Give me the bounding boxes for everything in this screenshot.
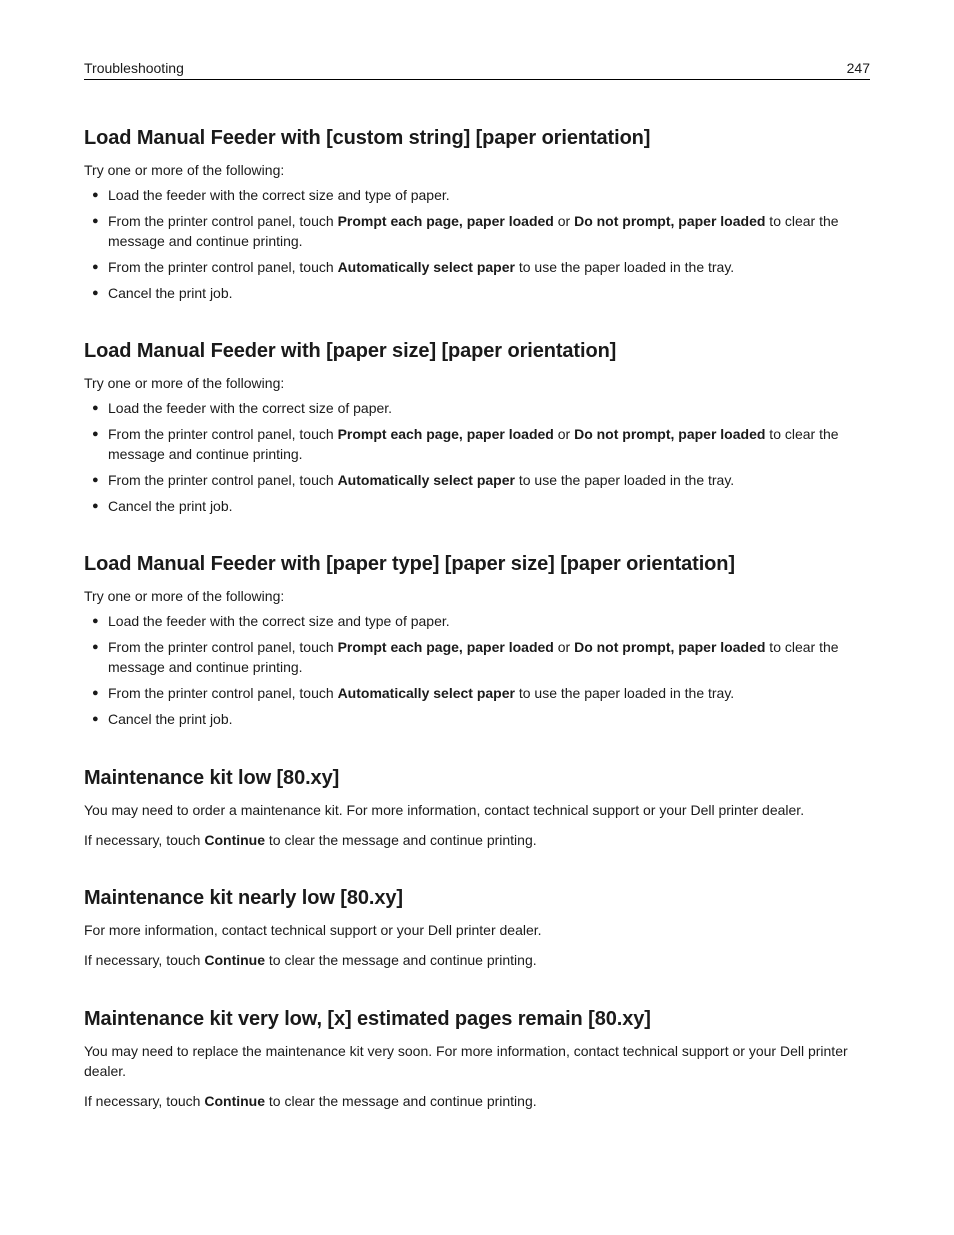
- text-run: From the printer control panel, touch: [108, 685, 338, 701]
- paragraph: [84, 830, 870, 850]
- text-run: to clear the message and continue printing.: [265, 1093, 537, 1109]
- text-run: From the printer control panel, touch: [108, 259, 338, 275]
- bullet-icon: ●: [92, 261, 99, 273]
- text-run: to use the paper loaded in the tray.: [514, 685, 735, 701]
- ui-term: Automatically select paper: [337, 259, 515, 275]
- text-run: You may need to order a maintenance kit. For more information, contact technical support or your Dell printer dealer.: [84, 802, 805, 818]
- text-run: From the printer control panel, touch: [108, 426, 338, 442]
- text-run: or: [553, 639, 575, 655]
- text-run: to clear the message and continue printing.: [108, 639, 839, 675]
- text-run: From the printer control panel, touch: [108, 213, 338, 229]
- section-load-manual-feeder-paper-size: [84, 338, 870, 522]
- ui-term: Prompt each page, paper loaded: [337, 426, 554, 442]
- section-heading: Maintenance kit low [80.xy]: [84, 767, 340, 789]
- section-heading: Maintenance kit very low, [x] estimated pages remain [80.xy]: [84, 1008, 651, 1030]
- list-item: [84, 185, 870, 205]
- paragraph-list: [84, 800, 870, 850]
- section-load-manual-feeder-paper-type: [84, 551, 870, 735]
- list-item: [84, 496, 870, 516]
- text-run: From the printer control panel, touch: [108, 639, 338, 655]
- bullet-list: [84, 611, 870, 729]
- text-run: to clear the message and continue printing.: [265, 952, 537, 968]
- bullet-icon: ●: [92, 189, 99, 201]
- bullet-icon: ●: [92, 713, 99, 725]
- section-load-manual-feeder-custom-string: [84, 125, 870, 309]
- ui-term: Do not prompt, paper loaded: [574, 213, 766, 229]
- ui-term: Prompt each page, paper loaded: [337, 213, 554, 229]
- list-item: [84, 283, 870, 303]
- text-run: Load the feeder with the correct size of paper.: [108, 400, 393, 416]
- section-intro: Try one or more of the following:: [84, 375, 285, 391]
- text-run: If necessary, touch: [84, 1093, 205, 1109]
- bullet-icon: ●: [92, 428, 99, 440]
- bullet-list: [84, 398, 870, 516]
- list-item: [84, 470, 870, 490]
- text-run: to clear the message and continue printing.: [108, 426, 839, 462]
- text-run: For more information, contact technical support or your Dell printer dealer.: [84, 922, 542, 938]
- ui-term: Continue: [204, 832, 266, 848]
- text-run: You may need to replace the maintenance kit very soon. For more information, contact technical support or your Dell printer dealer.: [84, 1043, 848, 1079]
- ui-term: Automatically select paper: [337, 685, 515, 701]
- text-run: Load the feeder with the correct size and type of paper.: [108, 187, 450, 203]
- page-number: 247: [846, 60, 870, 76]
- ui-term: Prompt each page, paper loaded: [337, 639, 554, 655]
- list-item: [84, 211, 870, 251]
- section-heading: Maintenance kit nearly low [80.xy]: [84, 887, 403, 909]
- text-run: Cancel the print job.: [108, 285, 233, 301]
- text-run: to use the paper loaded in the tray.: [514, 472, 735, 488]
- paragraph: [84, 920, 870, 940]
- section-maintenance-kit-nearly-low: [84, 885, 870, 980]
- text-run: If necessary, touch: [84, 952, 205, 968]
- bullet-icon: ●: [92, 215, 99, 227]
- bullet-icon: ●: [92, 615, 99, 627]
- section-maintenance-kit-very-low: [84, 1006, 870, 1121]
- text-run: to clear the message and continue printing.: [265, 832, 537, 848]
- document-page: [84, 60, 870, 1109]
- text-run: or: [553, 213, 575, 229]
- bullet-list: [84, 185, 870, 303]
- bullet-icon: ●: [92, 287, 99, 299]
- text-run: Cancel the print job.: [108, 498, 233, 514]
- text-run: If necessary, touch: [84, 832, 205, 848]
- text-run: From the printer control panel, touch: [108, 472, 338, 488]
- bullet-icon: ●: [92, 474, 99, 486]
- ui-term: Continue: [204, 952, 266, 968]
- text-run: or: [553, 426, 575, 442]
- text-run: Load the feeder with the correct size and type of paper.: [108, 613, 450, 629]
- section-heading: Load Manual Feeder with [paper type] [paper size] [paper orientation]: [84, 553, 735, 575]
- list-item: [84, 637, 870, 677]
- bullet-icon: ●: [92, 402, 99, 414]
- bullet-icon: ●: [92, 641, 99, 653]
- text-run: to clear the message and continue printing.: [108, 213, 839, 249]
- list-item: [84, 611, 870, 631]
- list-item: [84, 424, 870, 464]
- paragraph: [84, 950, 870, 970]
- text-run: Cancel the print job.: [108, 711, 233, 727]
- running-header: [84, 60, 870, 80]
- list-item: [84, 398, 870, 418]
- paragraph: [84, 1091, 870, 1111]
- ui-term: Continue: [204, 1093, 266, 1109]
- section-intro: Try one or more of the following:: [84, 588, 285, 604]
- section-heading: Load Manual Feeder with [custom string] [paper orientation]: [84, 127, 651, 149]
- ui-term: Do not prompt, paper loaded: [574, 639, 766, 655]
- section-name: Troubleshooting: [84, 60, 184, 76]
- list-item: [84, 257, 870, 277]
- paragraph: [84, 800, 870, 820]
- list-item: [84, 683, 870, 703]
- bullet-icon: ●: [92, 500, 99, 512]
- paragraph: [84, 1041, 870, 1081]
- ui-term: Do not prompt, paper loaded: [574, 426, 766, 442]
- section-heading: Load Manual Feeder with [paper size] [paper orientation]: [84, 340, 617, 362]
- section-intro: Try one or more of the following:: [84, 162, 285, 178]
- paragraph-list: [84, 1041, 870, 1111]
- text-run: to use the paper loaded in the tray.: [514, 259, 735, 275]
- ui-term: Automatically select paper: [337, 472, 515, 488]
- bullet-icon: ●: [92, 687, 99, 699]
- paragraph-list: [84, 920, 870, 970]
- list-item: [84, 709, 870, 729]
- section-maintenance-kit-low: [84, 765, 870, 860]
